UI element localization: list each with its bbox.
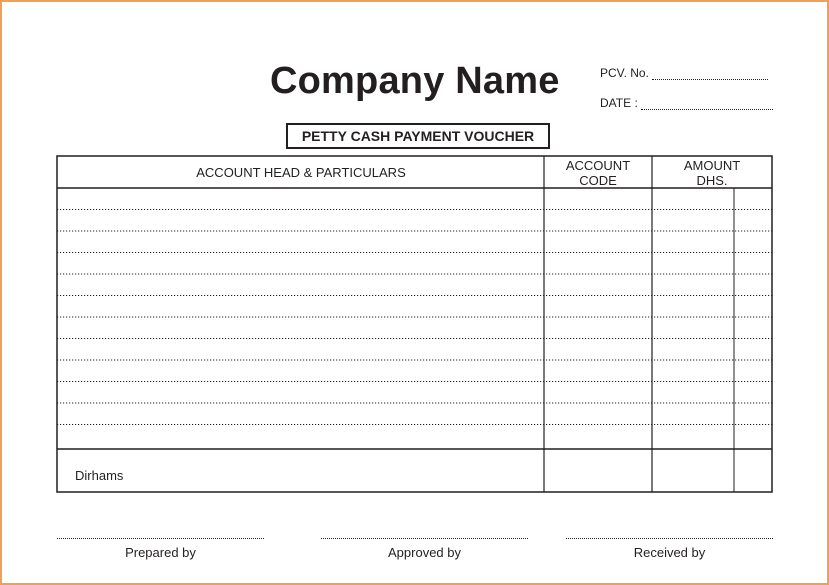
approved-by-line[interactable] [321,538,528,539]
col-header-particulars: ACCOUNT HEAD & PARTICULARS [196,165,406,180]
pcv-label: PCV. No. [600,66,649,80]
col-header-amount [652,158,772,188]
col-header-amount-line2: DHS. [696,173,728,188]
prepared-by-line[interactable] [57,538,264,539]
approved-by-label: Approved by [388,545,461,560]
voucher-title: PETTY CASH PAYMENT VOUCHER [286,123,550,149]
col-header-code-line2: CODE [579,173,617,188]
col-header-amount-line1: AMOUNT [683,158,741,173]
company-name: Company Name [270,60,560,102]
col-header-code-line1: ACCOUNT [565,158,631,173]
voucher-table [2,2,827,583]
total-label: Dirhams [75,468,124,483]
date-label: DATE : [600,96,638,110]
row-lines [57,210,772,425]
received-by-line[interactable] [566,538,773,539]
received-by-label: Received by [633,545,706,560]
col-header-code [544,158,652,188]
prepared-by-label: Prepared by [125,545,196,560]
table-border [57,156,772,492]
